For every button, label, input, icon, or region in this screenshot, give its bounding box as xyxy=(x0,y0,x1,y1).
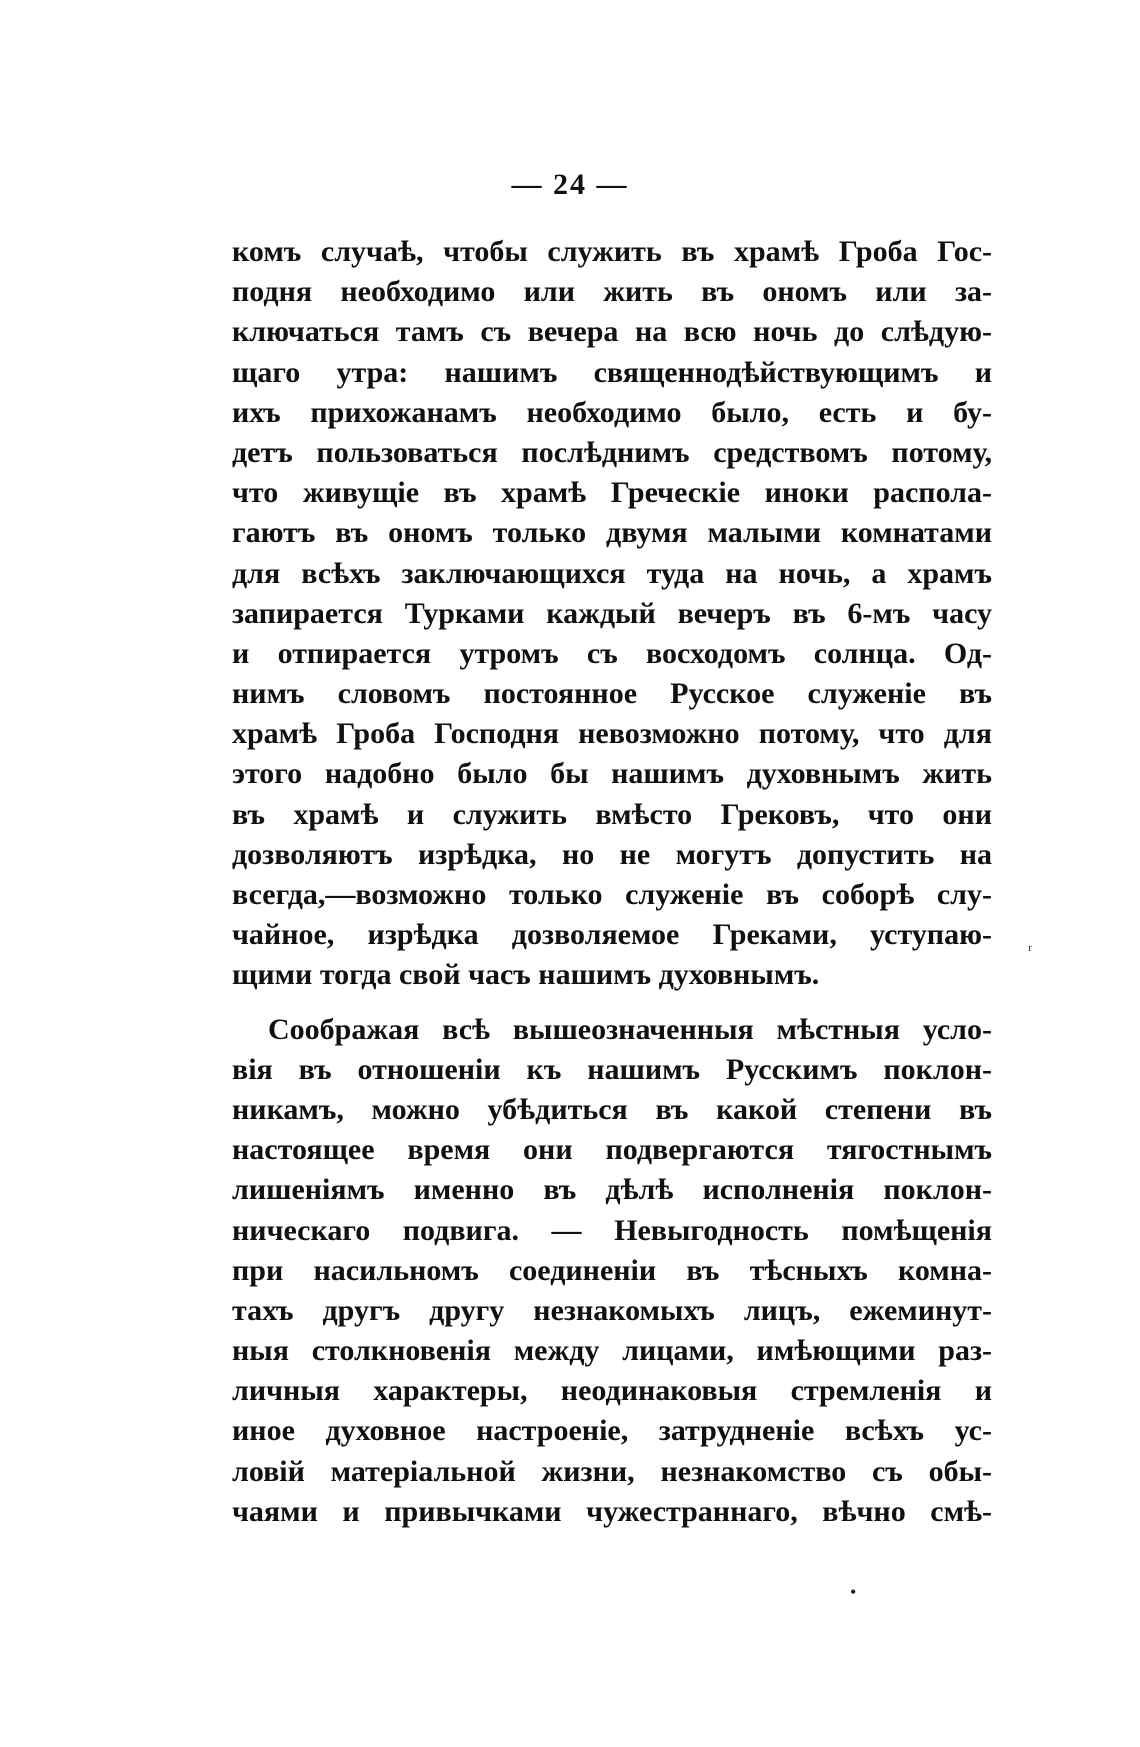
page-number: — 24 — xyxy=(511,168,629,201)
text-line: ключаться тамъ съ вечера на всю ночь до слѣдую- xyxy=(232,315,992,349)
text-line: при насильномъ соединеніи въ тѣсныхъ комна- xyxy=(232,1253,992,1287)
text-line: иное духовное настроеніе, затрудненіе всѣхъ ус- xyxy=(232,1414,992,1448)
text-line: настоящее время они подвергаются тягостнымъ xyxy=(232,1133,992,1167)
text-line: въ храмѣ и служить вмѣсто Грековъ, что они xyxy=(232,797,992,831)
text-line: вія въ отношеніи къ нашимъ Русскимъ поклон- xyxy=(232,1052,992,1086)
text-line: никамъ, можно убѣдиться въ какой степени въ xyxy=(232,1092,992,1126)
scan-speck: • xyxy=(850,1582,857,1602)
text-line: щими тогда свой часъ нашимъ духовнымъ. xyxy=(232,958,820,992)
text-line: комъ случаѣ, чтобы служить въ храмѣ Гроба Гос- xyxy=(232,235,992,268)
body-text xyxy=(232,232,992,1532)
paragraph-1 xyxy=(232,232,992,996)
scan-speck: ʳ xyxy=(1028,940,1032,960)
text-line: чаями и привычками чужестраннаго, вѣчно смѣ- xyxy=(232,1494,992,1528)
text-line: ныя столкновенія между лицами, имѣющими раз- xyxy=(232,1334,992,1368)
paragraph-gap xyxy=(232,996,992,1010)
text-line: ническаго подвига. — Невыгодность помѣщенія xyxy=(232,1213,992,1247)
text-line: чайное, изрѣдка дозволяемое Греками, уступаю- xyxy=(232,918,992,952)
text-line: лишеніямъ именно въ дѣлѣ исполненія поклон- xyxy=(232,1173,992,1207)
text-line: дозволяютъ изрѣдка, но не могутъ допустить на xyxy=(232,837,992,871)
text-line: Соображая всѣ вышеозначенныя мѣстныя усло- xyxy=(268,1012,992,1046)
text-line: гаютъ въ ономъ только двумя малыми комнатами xyxy=(232,516,992,550)
text-line: личныя характеры, неодинаковыя стремленія и xyxy=(232,1374,992,1408)
text-line: детъ пользоваться послѣднимъ средствомъ потому, xyxy=(232,435,992,469)
paragraph-2 xyxy=(232,1010,992,1532)
text-line: и отпирается утромъ съ восходомъ солнца. Од- xyxy=(232,636,992,670)
text-line: этого надобно было бы нашимъ духовнымъ жить xyxy=(232,757,992,791)
text-line: нимъ словомъ постоянное Русское служеніе въ xyxy=(232,677,992,711)
text-line: щаго утра: нашимъ священнодѣйствующимъ и xyxy=(232,355,992,389)
text-line: что живущіе въ храмѣ Греческіе иноки распола- xyxy=(232,476,992,510)
text-line: подня необходимо или жить въ ономъ или за- xyxy=(232,275,992,309)
text-line: всегда,—возможно только служеніе въ соборѣ слу- xyxy=(232,878,992,911)
text-line: храмѣ Гроба Господня невозможно потому, что для xyxy=(232,717,992,751)
text-line: для всѣхъ заключающихся туда на ночь, а храмъ xyxy=(232,556,992,590)
text-line: запирается Турками каждый вечеръ въ 6-мъ часу xyxy=(232,596,992,630)
text-line: ловій матеріальной жизни, незнакомство съ обы- xyxy=(232,1454,992,1488)
text-line: тахъ другъ другу незнакомыхъ лицъ, ежеминут- xyxy=(232,1293,992,1327)
text-line: ихъ прихожанамъ необходимо было, есть и бу- xyxy=(232,395,992,429)
